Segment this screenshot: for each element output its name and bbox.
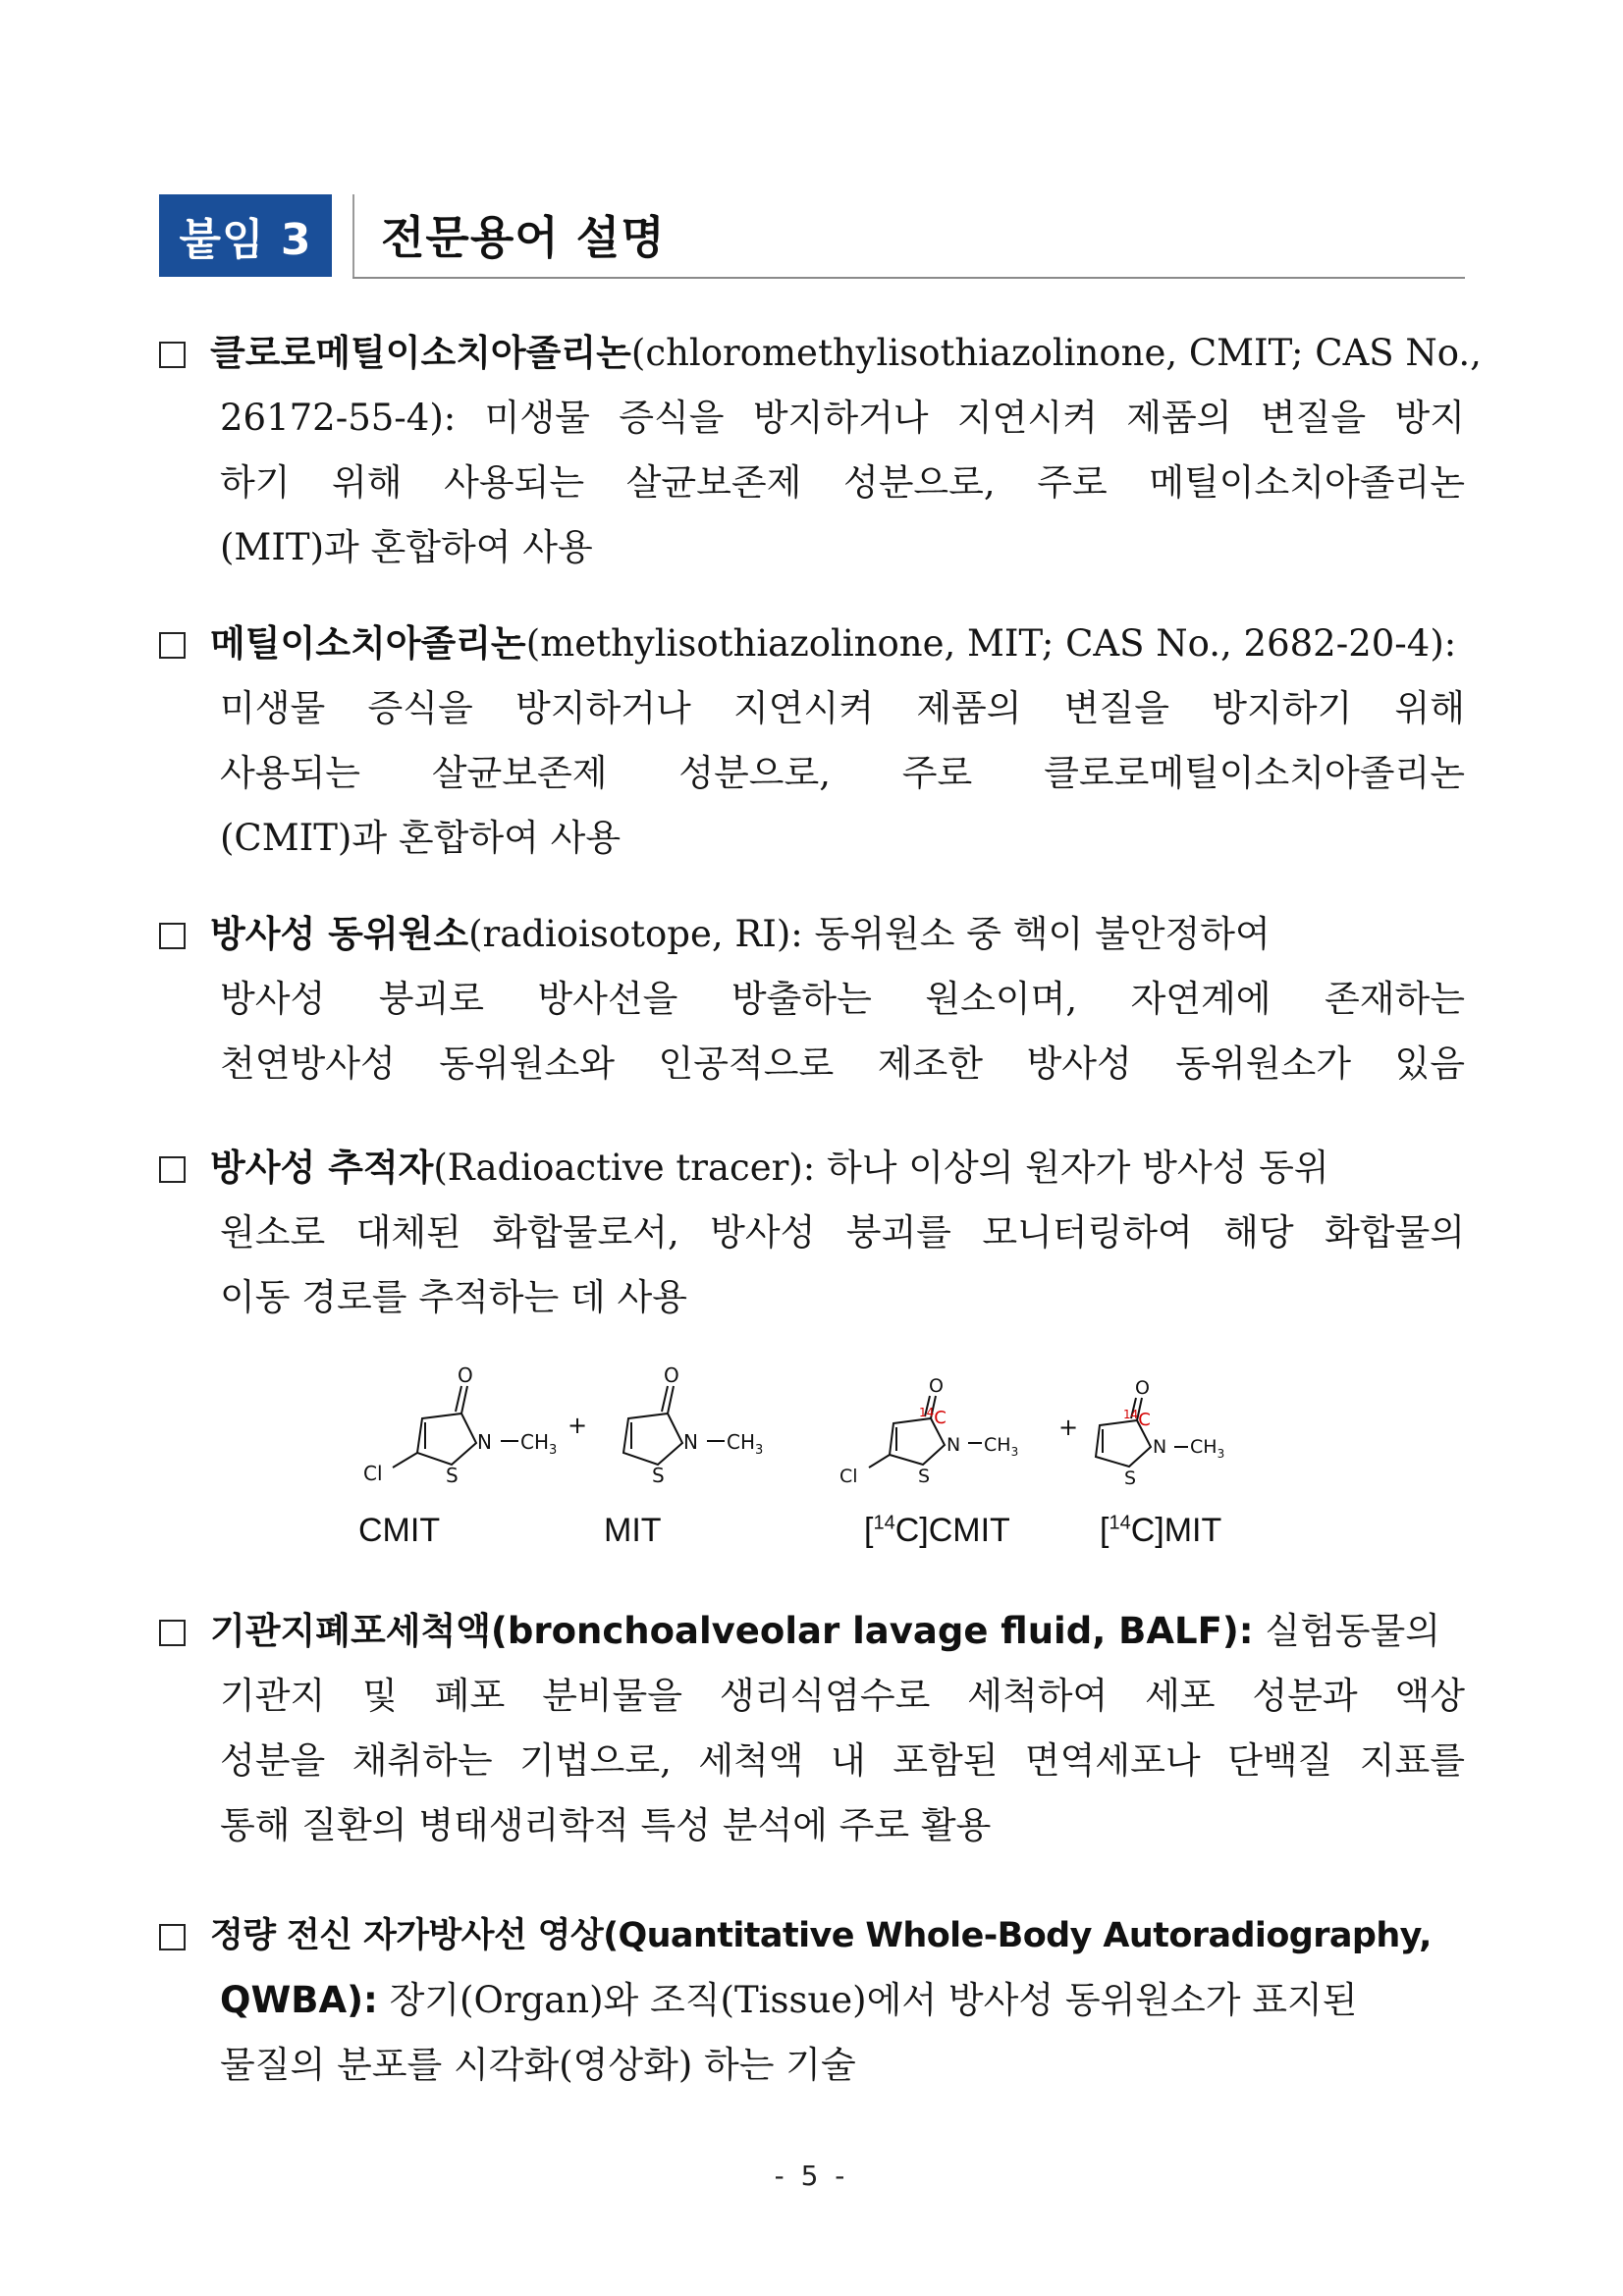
carbon-14-label: $^{14}$C bbox=[919, 1406, 947, 1428]
entry-line: (CMIT)과 혼합하여 사용 bbox=[220, 817, 622, 859]
sulfur-atom: S bbox=[652, 1464, 665, 1487]
nitrogen-atom: N bbox=[1153, 1436, 1167, 1458]
entry-line: (MIT)과 혼합하여 사용 bbox=[220, 526, 593, 568]
compound-label-cmit: CMIT bbox=[358, 1512, 441, 1549]
oxygen-atom: O bbox=[458, 1363, 473, 1387]
compound-label-mit: MIT bbox=[604, 1512, 662, 1549]
entry-line bbox=[210, 332, 1482, 375]
methyl-group: $CH_3$ bbox=[727, 1430, 764, 1458]
entry-line bbox=[220, 1979, 1358, 2022]
sulfur-atom: S bbox=[1124, 1468, 1137, 1489]
entry-line: 사용되는 살균보존제 성분으로, 주로 클로로메틸이소치아졸리논 bbox=[220, 752, 1465, 794]
nitrogen-atom: N bbox=[947, 1434, 961, 1456]
oxygen-atom: O bbox=[929, 1375, 944, 1397]
term-definition: (radioisotope, RI): 동위원소 중 핵이 불안정하여 bbox=[468, 913, 1271, 955]
entry-line: 방사성 붕괴로 방사선을 방출하는 원소이며, 자연계에 존재하는 bbox=[220, 978, 1465, 1020]
term-name: 기관지폐포세척액(bronchoalveolar lavage fluid, BALF): bbox=[210, 1610, 1254, 1652]
entry-line bbox=[210, 1914, 1432, 1957]
term-definition: 장기(Organ)와 조직(Tissue)에서 방사성 동위원소가 표지된 bbox=[377, 1979, 1358, 2021]
methyl-group: $CH_3$ bbox=[984, 1434, 1019, 1459]
methyl-group: $CH_3$ bbox=[520, 1430, 558, 1458]
attachment-badge: 붙임 3 bbox=[159, 194, 332, 277]
entry-line: 하기 위해 사용되는 살균보존제 성분으로, 주로 메틸이소치아졸리논 bbox=[220, 461, 1465, 504]
term-name: 정량 전신 자가방사선 영상(Quantitative Whole-Body Autoradiography, bbox=[210, 1916, 1432, 1955]
page-number: - 5 - bbox=[774, 2160, 849, 2192]
entry-line: 원소로 대체된 화합물로서, 방사성 붕괴를 모니터링하여 해당 화합물의 bbox=[220, 1211, 1465, 1254]
entry-line: 이동 경로를 추적하는 데 사용 bbox=[220, 1276, 687, 1318]
chlorine-atom: Cl bbox=[363, 1462, 383, 1485]
chemical-structures-figure bbox=[344, 1345, 1276, 1561]
entry-line bbox=[210, 622, 1456, 666]
entry-line bbox=[210, 913, 1271, 956]
compound-label-c14-mit: [$^{14}$C]MIT bbox=[1100, 1512, 1222, 1549]
entry-line: 천연방사성 동위원소와 인공적으로 제조한 방사성 동위원소가 있음 bbox=[220, 1042, 1465, 1085]
section-header bbox=[159, 194, 1465, 279]
entry-line: 물질의 분포를 시각화(영상화) 하는 기술 bbox=[220, 2044, 856, 2086]
checkbox-icon bbox=[159, 342, 186, 368]
structure-diagram bbox=[344, 1345, 1276, 1512]
entry-line bbox=[210, 1147, 1329, 1190]
plus-sign: + bbox=[1058, 1414, 1079, 1441]
checkbox-icon bbox=[159, 1924, 186, 1950]
chlorine-atom: Cl bbox=[839, 1466, 858, 1487]
entry-line: 기관지 및 폐포 분비물을 생리식염수로 세척하여 세포 성분과 액상 bbox=[220, 1675, 1465, 1717]
nitrogen-atom: N bbox=[477, 1430, 492, 1454]
term-definition: (methylisothiazolinone, MIT; CAS No., 2682-20-4): bbox=[525, 622, 1457, 665]
sulfur-atom: S bbox=[446, 1464, 459, 1487]
checkbox-icon bbox=[159, 923, 186, 949]
plus-sign: + bbox=[568, 1412, 588, 1439]
sulfur-atom: S bbox=[918, 1466, 931, 1487]
oxygen-atom: O bbox=[664, 1363, 679, 1387]
term-name: 메틸이소치아졸리논 bbox=[210, 622, 526, 665]
methyl-group: $CH_3$ bbox=[1190, 1436, 1225, 1461]
entry-line: 26172-55-4): 미생물 증식을 방지하거나 지연시켜 제품의 변질을 방지 bbox=[220, 397, 1465, 439]
term-name: 방사성 추적자 bbox=[210, 1147, 434, 1189]
term-definition: 실험동물의 bbox=[1253, 1610, 1441, 1652]
entry-line: 통해 질환의 병태생리학적 특성 분석에 주로 활용 bbox=[220, 1804, 992, 1846]
term-name: 클로로메틸이소치아졸리논 bbox=[210, 332, 631, 374]
checkbox-icon bbox=[159, 1156, 186, 1183]
term-name-continued: QWBA): bbox=[220, 1979, 378, 2021]
carbon-14-label: $^{14}$C bbox=[1123, 1408, 1151, 1430]
checkbox-icon bbox=[159, 1620, 186, 1646]
oxygen-atom: O bbox=[1135, 1377, 1150, 1399]
entry-line: 성분을 채취하는 기법으로, 세척액 내 포함된 면역세포나 단백질 지표를 bbox=[220, 1739, 1465, 1782]
term-name: 방사성 동위원소 bbox=[210, 913, 469, 955]
entry-line: 미생물 증식을 방지하거나 지연시켜 제품의 변질을 방지하기 위해 bbox=[220, 687, 1465, 729]
entry-line bbox=[210, 1610, 1440, 1653]
term-definition: (chloromethylisothiazolinone, CMIT; CAS No., bbox=[630, 332, 1482, 374]
header-divider bbox=[352, 194, 354, 277]
compound-label-c14-cmit: [$^{14}$C]CMIT bbox=[864, 1512, 1010, 1549]
term-definition: (Radioactive tracer): 하나 이상의 원자가 방사성 동위 bbox=[433, 1147, 1329, 1189]
page-title: 전문용어 설명 bbox=[381, 211, 666, 264]
header-underline bbox=[352, 277, 1465, 279]
checkbox-icon bbox=[159, 632, 186, 659]
nitrogen-atom: N bbox=[683, 1430, 698, 1454]
